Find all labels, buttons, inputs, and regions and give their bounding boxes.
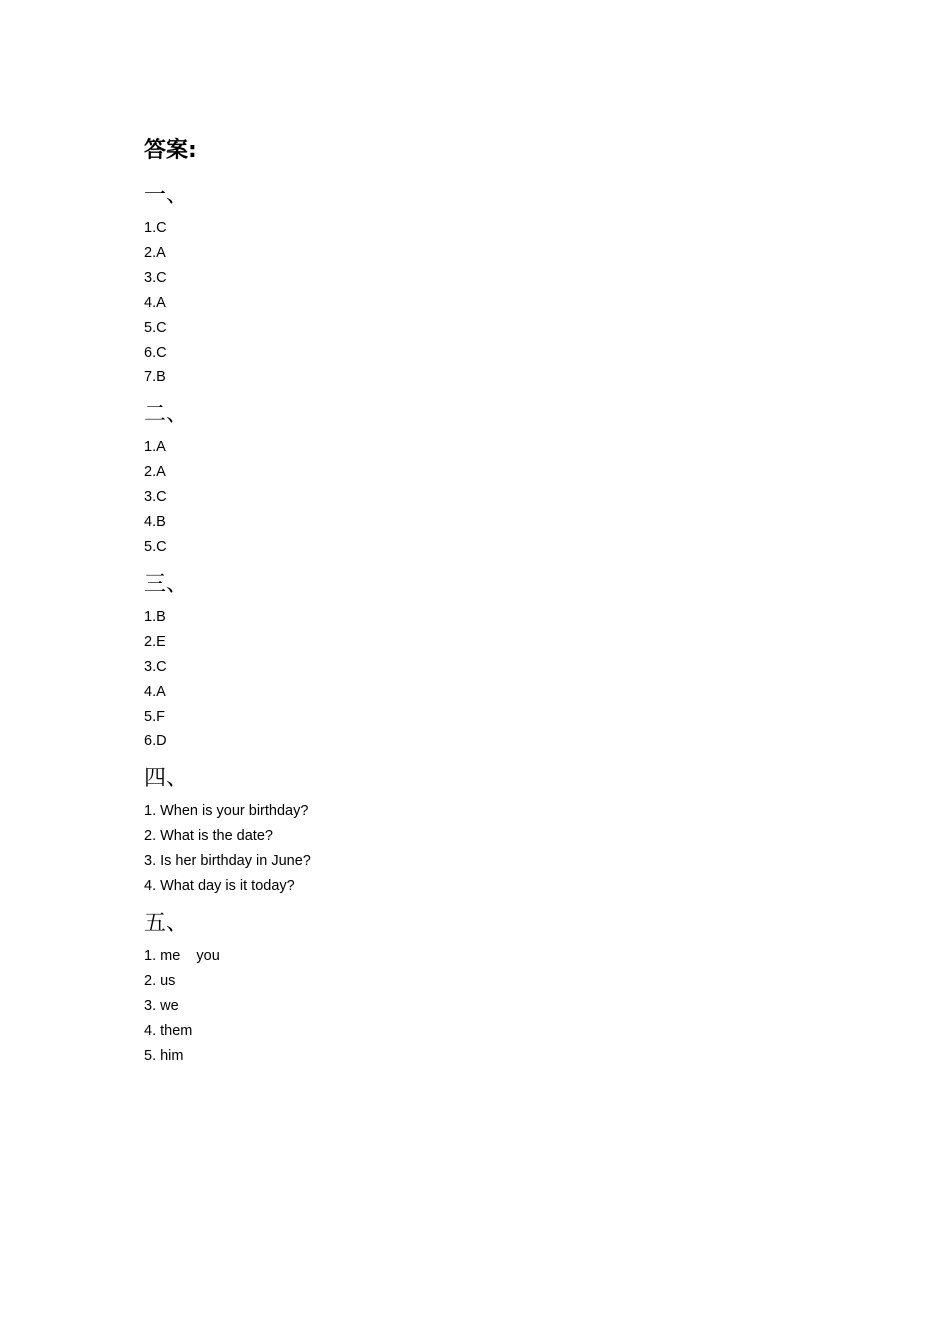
answer-item: 2. us — [144, 972, 176, 989]
answer-item: 1.C — [144, 220, 167, 236]
answer-item: 1.A — [144, 439, 166, 456]
answer-section-5 — [144, 908, 804, 1069]
answer-item: 4. them — [144, 1022, 193, 1039]
answer-item: 7.B — [144, 369, 166, 386]
answer-item: 5.F — [144, 708, 165, 725]
answer-item: 3. we — [144, 997, 179, 1014]
answer-title: 答案: — [144, 138, 197, 163]
answer-list — [144, 435, 804, 560]
section-heading: 三、 — [144, 571, 189, 597]
answer-item: 4.A — [144, 683, 166, 700]
answer-item: 1. me you — [144, 947, 220, 964]
answer-sections — [144, 180, 804, 1068]
answer-list — [144, 944, 804, 1069]
answer-item: 1. When is your birthday? — [144, 803, 309, 820]
answer-item: 4.A — [144, 294, 166, 311]
answer-item: 3.C — [144, 269, 167, 286]
answer-item: 2.A — [144, 464, 166, 481]
answer-item: 6.D — [144, 733, 167, 750]
section-heading: 四、 — [144, 766, 189, 792]
answer-item: 4.B — [144, 514, 166, 531]
answer-section-2 — [144, 399, 804, 560]
answer-item: 1.B — [144, 608, 166, 625]
answer-list — [144, 799, 804, 899]
answer-section-4 — [144, 763, 804, 899]
section-heading: 二、 — [144, 402, 189, 428]
answer-item: 4. What day is it today? — [144, 878, 295, 895]
answer-item: 2.E — [144, 633, 166, 650]
answer-item: 2.A — [144, 244, 166, 261]
answer-list — [144, 216, 804, 390]
answer-item: 5.C — [144, 319, 167, 336]
section-heading: 一、 — [144, 183, 189, 208]
answer-item: 3.C — [144, 489, 167, 506]
document-body — [144, 134, 804, 1077]
answer-section-1 — [144, 180, 804, 390]
answer-item: 6.C — [144, 344, 167, 361]
answer-section-3 — [144, 569, 804, 754]
answer-item: 3.C — [144, 658, 167, 675]
answer-item: 3. Is her birthday in June? — [144, 853, 311, 870]
answer-item: 5. him — [144, 1047, 184, 1064]
answer-list — [144, 605, 804, 754]
answer-item: 2. What is the date? — [144, 828, 273, 845]
section-heading: 五、 — [144, 910, 189, 936]
answer-item: 5.C — [144, 538, 167, 555]
